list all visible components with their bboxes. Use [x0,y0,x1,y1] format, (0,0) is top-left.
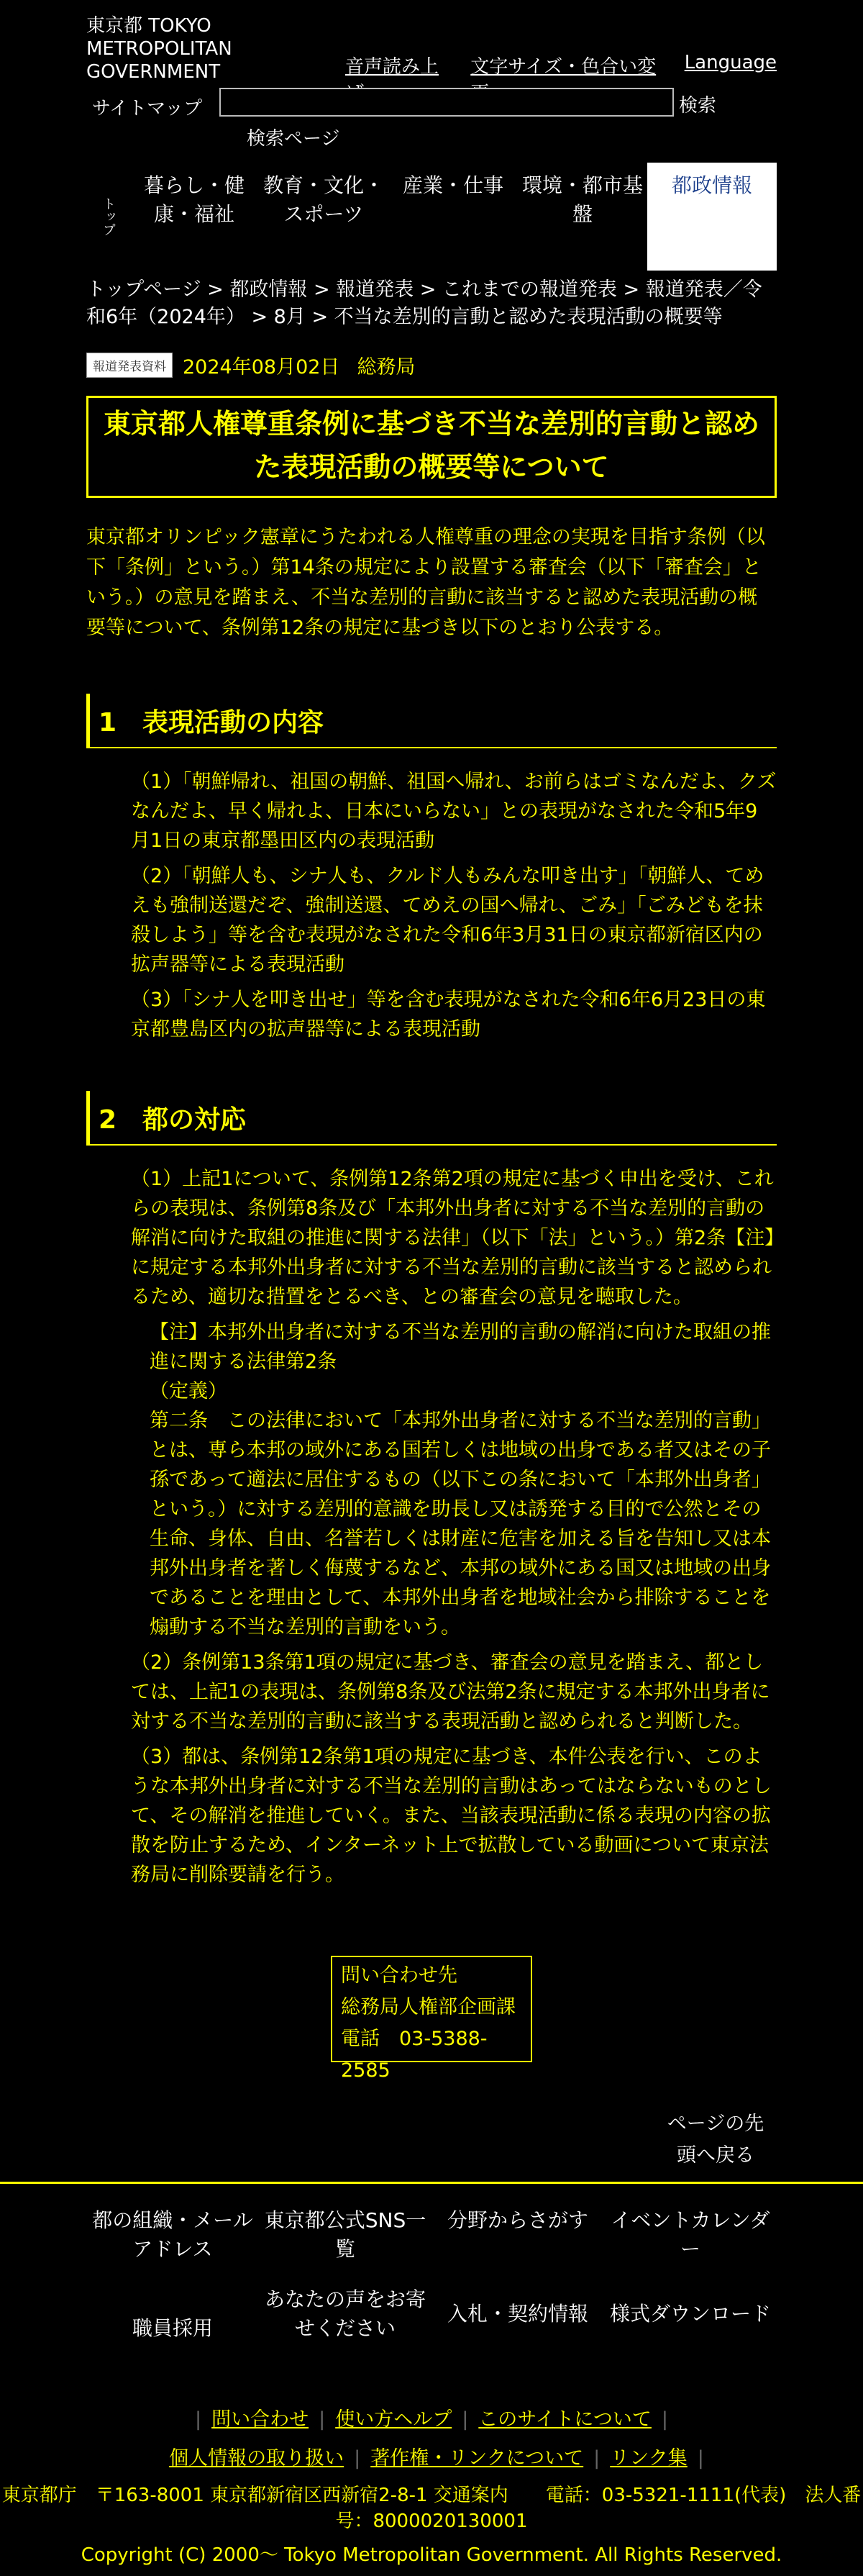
back-to-top-link[interactable]: ページの先頭へ戻る [667,2113,764,2167]
section-heading-1: 1 表現活動の内容 [86,694,777,748]
footer-nav-feedback[interactable]: あなたの声をお寄せください [264,2287,426,2340]
gnav-item-living[interactable]: 暮らし・健康・福祉 [143,173,245,226]
contact-phone: 電話 03-5388-2585 [341,2028,488,2082]
note-title: 【注】本邦外出身者に対する不当な差別的言動の解消に向けた取組の推進に関する法律第2条 [150,1321,771,1373]
footer-copyright: Copyright (C) 2000～ Tokyo Metropolitan Government. All Rights Reserved. [81,2544,782,2566]
gnav-item-environment[interactable]: 環境・都市基盤 [521,173,643,226]
footer-nav-row-1 [86,2206,777,2264]
footer-link-copyright[interactable]: 著作権・リンクについて [370,2447,584,2470]
list-item: （3）都は、条例第12条第1項の規定に基づき、本件公表を行い、このような本邦外出身者に対する不当な差別的言動はあってはならないものとして、その解消を推進していく。また、当該表現活動に係る表現の内容の拡散を防止するため、インターネット上で拡散している動画について東京法務局に削除要請を行う。 [131,1746,772,1886]
search-button[interactable]: 検索 [679,91,716,117]
site-logo[interactable] [86,14,232,83]
gnav-top-label: トップ [101,197,116,236]
footer-links-row-2: 個人情報の取り扱い | 著作権・リンクについて | リンク集 | [169,2447,704,2470]
gnav-item-industry[interactable]: 産業・仕事 [402,173,503,197]
list-item: （1）上記1について、条例第12条第2項の規定に基づく申出を受け、これらの表現は、条例第8条及び「本邦外出身者に対する不当な差別的言動の解消に向けた取組の推進に関する法律」（以下「法」という。）第2条【注】に規定する本邦外出身者に対する不当な差別的言動に該当すると認められるため、適切な措置をとるべき、との審査会の意見を聴取した。 [131,1168,775,1308]
contact-box [331,1956,532,2082]
list-item: （3）「シナ人を叩き出せ」等を含む表現がなされた令和6年6月23日の東京都豊島区内の拡声器等による表現活動 [131,989,766,1040]
note-subtitle: （定義） [150,1380,227,1402]
search-input[interactable] [219,88,674,117]
search-page-link[interactable]: 検索ページ [247,128,340,150]
breadcrumb[interactable]: トップページ > 都政情報 > 報道発表 > これまでの報道発表 > 報道発表／令和6年（2024年） > 8月 > 不当な差別的言動と認めた表現活動の概要等 [86,278,762,328]
section-1-list [131,767,777,1050]
gnav-top[interactable] [86,163,129,271]
footer-link-contact[interactable]: 問い合わせ [211,2408,309,2431]
law-note [131,1318,777,1642]
footer-link-privacy[interactable]: 個人情報の取り扱い [169,2447,344,2470]
footer-nav-events[interactable]: イベントカレンダー [611,2208,770,2261]
section-2-list [131,1164,777,1895]
footer-nav-forms[interactable]: 様式ダウンロード [609,2302,771,2326]
logo-line: 東京都 TOKYO [86,15,211,37]
logo-line: GOVERNMENT [86,61,221,83]
department: 総務局 [357,356,416,378]
footer-nav-recruit[interactable]: 職員採用 [132,2316,213,2340]
sitemap-link[interactable]: サイトマップ [92,98,203,119]
language-link[interactable]: Language [684,52,777,73]
footer-address: 東京都庁 〒163-8001 東京都新宿区西新宿2-8-1 交通案内 電話：03-5321-1111(代表) 法人番号：8000020130001 [1,2485,862,2532]
global-nav [86,163,777,271]
section-heading-2: 2 都の対応 [86,1091,777,1146]
footer-links-row-1: | 問い合わせ | 使い方ヘルプ | このサイトについて | [194,2408,668,2431]
footer-link-about[interactable]: このサイトについて [478,2408,652,2431]
gnav-item-education[interactable]: 教育・文化・スポーツ [262,173,384,226]
footer-nav-category[interactable]: 分野からさがす [447,2208,588,2232]
footer-nav-row-2 [86,2285,777,2343]
article-meta [86,351,415,379]
list-item: （2）条例第13条第1項の規定に基づき、審査会の意見を踏まえ、都としては、上記1の表現は、条例第8条及び法第2条に規定する本邦外出身者に対する不当な差別的言動に該当する表現活動と認められると判断した。 [131,1651,770,1733]
press-release-badge: 報道発表資料 [86,353,173,378]
footer-nav-org[interactable]: 都の組織・メールアドレス [92,2208,253,2261]
footer-link-links[interactable]: リンク集 [610,2447,688,2470]
text-size-color-link[interactable]: 文字サイズ・色合い変 [470,56,657,78]
footer-link-help[interactable]: 使い方ヘルプ [335,2408,452,2431]
contact-title: 問い合わせ先 [341,1964,457,1987]
intro-text: 東京都オリンピック憲章にうたわれる人権尊重の理念の実現を目指す条例（以下「条例」という。）第14条の規定により設置する審査会（以下「審査会」という。）の意見を踏まえ、不当な差別的言動に該当すると認めた表現活動の概要等について、条例第12条の規定に基づき以下のとおり公表する。 [86,526,765,639]
gnav-item-government[interactable]: 都政情報 [647,163,777,271]
note-body: 第二条 この法律において「本邦外出身者に対する不当な差別的言動」とは、専ら本邦の域外にある国若しくは地域の出身である者又はその子孫であって適法に居住するもの（以下この条において「本邦外出身者」という。）に対する差別的意識を助長し又は誘発する目的で公然とその生命、身体、自由、名誉若しくは財産に危害を加える旨を告知し又は本邦外出身者を著しく侮蔑するなど、本邦の域外にある国又は地域の出身であることを理由として、本邦外出身者を地域社会から排除することを煽動する不当な差別的言動をいう。 [150,1410,771,1638]
contact-dept: 総務局人権部企画課 [341,1996,516,2018]
logo-line: METROPOLITAN [86,38,232,60]
footer-nav-sns[interactable]: 東京都公式SNS一覧 [264,2208,426,2261]
list-item: （2）「朝鮮人も、シナ人も、クルド人もみんな叩き出す」「朝鮮人、てめえも強制送還だぞ、強制送還、てめえの国へ帰れ、ごみ」「ごみどもを抹殺しよう」等を含む表現がなされた令和6年3月31日の東京都新宿区内の拡声器等による表現活動 [131,865,764,976]
list-item: （1）「朝鮮帰れ、祖国の朝鮮、祖国へ帰れ、お前らはゴミなんだよ、クズなんだよ、早く帰れよ、日本にいらない」との表現がなされた令和5年9月1日の東京都墨田区内の表現活動 [131,771,777,852]
publish-date: 2024年08月02日 [183,356,340,378]
footer-nav-bids[interactable]: 入札・契約情報 [447,2302,588,2326]
read-aloud-link[interactable]: 音声読み上 [345,56,439,78]
page-title: 東京都人権尊重条例に基づき不当な差別的言動と認めた表現活動の概要等について [86,396,777,498]
footer-divider [0,2182,863,2184]
